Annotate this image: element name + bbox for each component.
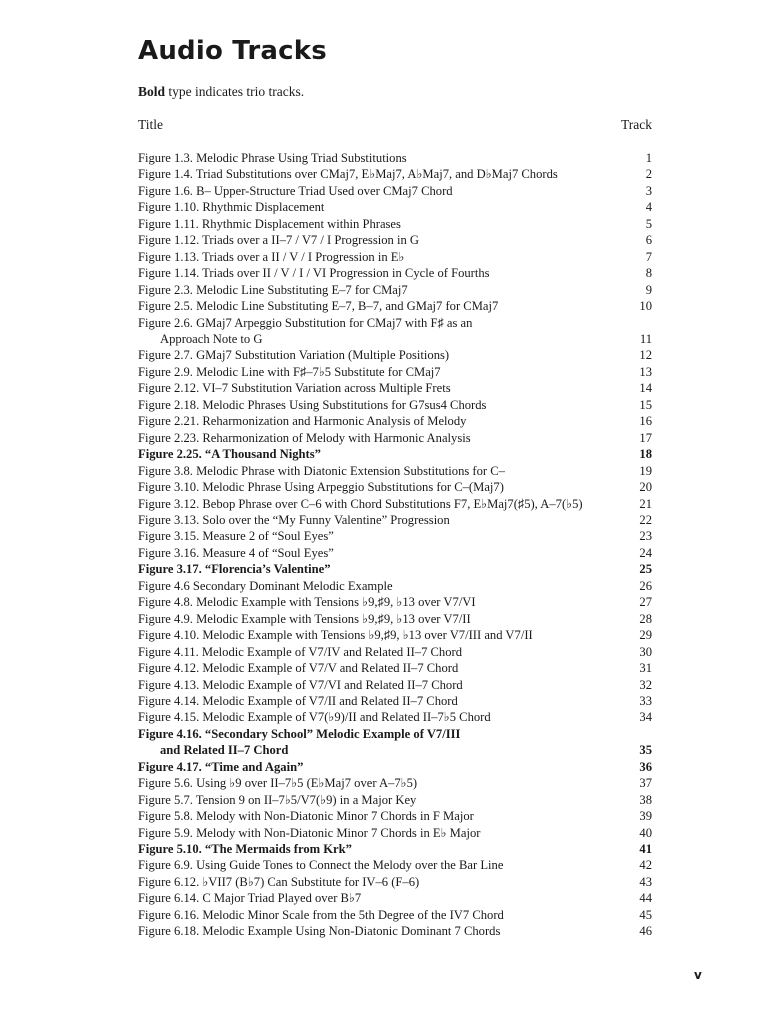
track-title: Figure 6.18. Melodic Example Using Non-Diatonic Dominant 7 Chords: [138, 924, 501, 939]
track-title: Figure 4.9. Melodic Example with Tensions ♭9,♯9, ♭13 over V7/II: [138, 611, 471, 626]
track-title: Figure 4.16. “Secondary School” Melodic Example of V7/III: [138, 726, 461, 741]
track-row: [138, 397, 652, 413]
track-row: [138, 463, 652, 479]
track-title: Figure 4.15. Melodic Example of V7(♭9)/II and Related II–7♭5 Chord: [138, 710, 491, 725]
track-row: [138, 496, 652, 512]
track-title: Figure 1.10. Rhythmic Displacement: [138, 200, 325, 215]
track-row: [138, 315, 652, 331]
track-row: [138, 578, 652, 594]
track-title: Figure 3.17. “Florencia’s Valentine”: [138, 562, 331, 577]
track-row: [138, 677, 652, 693]
track-row: [138, 792, 652, 808]
track-row: [138, 594, 652, 610]
track-title: Figure 6.16. Melodic Minor Scale from the 5th Degree of the IV7 Chord: [138, 907, 504, 922]
track-title: Figure 4.17. “Time and Again”: [138, 759, 304, 774]
track-list: [138, 150, 652, 940]
track-row-continuation: [138, 742, 652, 758]
track-number: 44: [639, 891, 652, 906]
track-number: 4: [645, 200, 652, 215]
track-number: 19: [639, 463, 652, 478]
track-title: Figure 1.14. Triads over II / V / I / VI Progression in Cycle of Fourths: [138, 266, 490, 281]
track-number: 8: [645, 266, 652, 281]
track-title-continuation: and Related II–7 Chord: [160, 743, 289, 758]
track-row: [138, 907, 652, 923]
track-row: [138, 627, 652, 643]
track-title: Figure 3.16. Measure 4 of “Soul Eyes”: [138, 545, 334, 560]
track-row: [138, 446, 652, 462]
track-row: [138, 759, 652, 775]
track-row: [138, 874, 652, 890]
track-row: [138, 347, 652, 363]
page-number: v: [694, 968, 702, 982]
track-row: [138, 249, 652, 265]
track-title: Figure 1.13. Triads over a II / V / I Progression in E♭: [138, 249, 405, 264]
track-title: Figure 1.12. Triads over a II–7 / V7 / I Progression in G: [138, 233, 420, 248]
page-title: Audio Tracks: [138, 36, 327, 66]
track-title: Figure 5.9. Melody with Non-Diatonic Minor 7 Chords in E♭ Major: [138, 825, 481, 840]
track-number: 12: [639, 348, 652, 363]
track-number: 10: [639, 299, 652, 314]
track-number: 14: [639, 381, 652, 396]
track-number: 33: [639, 693, 652, 708]
track-number: 42: [639, 858, 652, 873]
track-title: Figure 2.7. GMaj7 Substitution Variation (Multiple Positions): [138, 348, 450, 363]
track-number: 2: [645, 167, 652, 182]
track-title: Figure 4.6 Secondary Dominant Melodic Example: [138, 578, 393, 593]
track-row: [138, 693, 652, 709]
track-row: [138, 857, 652, 873]
bold-note-keyword: Bold: [138, 84, 166, 99]
track-number: 26: [639, 578, 652, 593]
track-title: Figure 1.3. Melodic Phrase Using Triad Substitutions: [138, 151, 407, 165]
track-row: [138, 199, 652, 215]
column-header: [138, 117, 652, 133]
track-title: Figure 2.6. GMaj7 Arpeggio Substitution for CMaj7 with F♯ as an: [138, 315, 473, 330]
track-number: 16: [639, 414, 652, 429]
track-number: 30: [639, 644, 652, 659]
track-number: 1: [645, 151, 652, 165]
track-title: Figure 3.15. Measure 2 of “Soul Eyes”: [138, 529, 334, 544]
track-title: Figure 4.8. Melodic Example with Tensions ♭9,♯9, ♭13 over V7/VI: [138, 595, 476, 610]
track-row: [138, 282, 652, 298]
track-row-continuation: [138, 331, 652, 347]
track-number: 13: [639, 364, 652, 379]
track-number: 35: [639, 743, 652, 758]
track-title: Figure 5.6. Using ♭9 over II–7♭5 (E♭Maj7 over A–7♭5): [138, 776, 418, 791]
track-number: 39: [639, 809, 652, 824]
track-row: [138, 726, 652, 742]
track-number: 25: [639, 562, 652, 577]
track-row: [138, 808, 652, 824]
track-title: Figure 2.23. Reharmonization of Melody with Harmonic Analysis: [138, 430, 471, 445]
track-row: [138, 528, 652, 544]
track-column-label: Track: [620, 117, 652, 132]
track-row: [138, 890, 652, 906]
track-title: Figure 4.10. Melodic Example with Tensions ♭9,♯9, ♭13 over V7/III and V7/II: [138, 628, 533, 643]
track-title: Figure 4.14. Melodic Example of V7/II and Related II–7 Chord: [138, 693, 458, 708]
track-title: Figure 1.6. B– Upper-Structure Triad Used over CMaj7 Chord: [138, 183, 453, 198]
track-title: Figure 4.12. Melodic Example of V7/V and Related II–7 Chord: [138, 661, 459, 676]
track-row: [138, 216, 652, 232]
track-number: 38: [639, 792, 652, 807]
track-row: [138, 923, 652, 939]
track-title: Figure 3.8. Melodic Phrase with Diatonic Extension Substitutions for C–: [138, 463, 505, 478]
track-title: Figure 2.12. VI–7 Substitution Variation across Multiple Frets: [138, 381, 451, 396]
track-row: [138, 183, 652, 199]
track-number: 37: [639, 776, 652, 791]
track-number: 23: [639, 529, 652, 544]
track-number: 21: [639, 496, 652, 511]
track-number: 11: [639, 331, 652, 346]
track-title: Figure 3.12. Bebop Phrase over C–6 with Chord Substitutions F7, E♭Maj7(♯5), A–7(♭5): [138, 496, 583, 511]
track-row: [138, 380, 652, 396]
track-row: [138, 561, 652, 577]
track-number: 28: [639, 611, 652, 626]
track-row: [138, 232, 652, 248]
track-number: 45: [639, 907, 652, 922]
track-row: [138, 364, 652, 380]
track-row: [138, 150, 652, 166]
track-number: 9: [645, 282, 652, 297]
track-title: Figure 2.18. Melodic Phrases Using Substitutions for G7sus4 Chords: [138, 397, 487, 412]
track-number: 32: [639, 677, 652, 692]
track-number: 17: [639, 430, 652, 445]
track-number: 41: [639, 842, 652, 857]
track-row: [138, 825, 652, 841]
track-number: 34: [639, 710, 652, 725]
track-row: [138, 611, 652, 627]
track-number: 40: [639, 825, 652, 840]
track-title: Figure 3.10. Melodic Phrase Using Arpeggio Substitutions for C–(Maj7): [138, 480, 504, 495]
track-number: 43: [639, 874, 652, 889]
track-number: 5: [645, 216, 652, 231]
track-number: 15: [639, 397, 652, 412]
track-title: Figure 6.12. ♭VII7 (B♭7) Can Substitute for IV–6 (F–6): [138, 874, 420, 889]
track-row: [138, 709, 652, 725]
track-row: [138, 479, 652, 495]
track-number: 36: [639, 759, 652, 774]
track-title: Figure 5.7. Tension 9 on II–7♭5/V7(♭9) in a Major Key: [138, 792, 417, 807]
track-title: Figure 4.11. Melodic Example of V7/IV and Related II–7 Chord: [138, 644, 462, 659]
track-row: [138, 644, 652, 660]
track-title: Figure 1.11. Rhythmic Displacement within Phrases: [138, 216, 401, 231]
track-title: Figure 5.8. Melody with Non-Diatonic Minor 7 Chords in F Major: [138, 809, 474, 824]
track-title: Figure 2.3. Melodic Line Substituting E–7 for CMaj7: [138, 282, 408, 297]
track-title: Figure 2.25. “A Thousand Nights”: [138, 447, 321, 462]
track-title: Figure 4.13. Melodic Example of V7/VI and Related II–7 Chord: [138, 677, 463, 692]
track-title: Figure 6.14. C Major Triad Played over B♭7: [138, 891, 362, 906]
track-row: [138, 413, 652, 429]
track-row: [138, 430, 652, 446]
track-number: 24: [639, 545, 652, 560]
track-title: Figure 6.9. Using Guide Tones to Connect the Melody over the Bar Line: [138, 858, 504, 873]
track-row: [138, 775, 652, 791]
track-number: 3: [645, 183, 652, 198]
title-column-label: Title: [138, 117, 164, 132]
track-row: [138, 660, 652, 676]
bold-note: [138, 84, 304, 100]
track-row: [138, 512, 652, 528]
track-title: Figure 2.9. Melodic Line with F♯–7♭5 Substitute for CMaj7: [138, 364, 441, 379]
track-number: 22: [639, 512, 652, 527]
track-number: 18: [639, 447, 652, 462]
track-row: [138, 545, 652, 561]
track-title: Figure 5.10. “The Mermaids from Krk”: [138, 842, 352, 857]
track-row: [138, 265, 652, 281]
bold-note-text: type indicates trio tracks.: [165, 84, 305, 99]
track-number: 46: [639, 924, 652, 939]
track-number: 20: [639, 480, 652, 495]
track-number: 27: [639, 595, 652, 610]
track-row: [138, 166, 652, 182]
track-row: [138, 298, 652, 314]
track-number: 29: [639, 628, 652, 643]
track-number: 7: [645, 249, 652, 264]
track-title-continuation: Approach Note to G: [160, 331, 263, 346]
track-number: 6: [645, 233, 652, 248]
track-title: Figure 2.21. Reharmonization and Harmonic Analysis of Melody: [138, 414, 467, 429]
track-row: [138, 841, 652, 857]
track-title: Figure 2.5. Melodic Line Substituting E–7, B–7, and GMaj7 for CMaj7: [138, 299, 499, 314]
track-title: Figure 1.4. Triad Substitutions over CMaj7, E♭Maj7, A♭Maj7, and D♭Maj7 Chords: [138, 167, 558, 182]
track-number: 31: [639, 661, 652, 676]
track-title: Figure 3.13. Solo over the “My Funny Valentine” Progression: [138, 512, 450, 527]
